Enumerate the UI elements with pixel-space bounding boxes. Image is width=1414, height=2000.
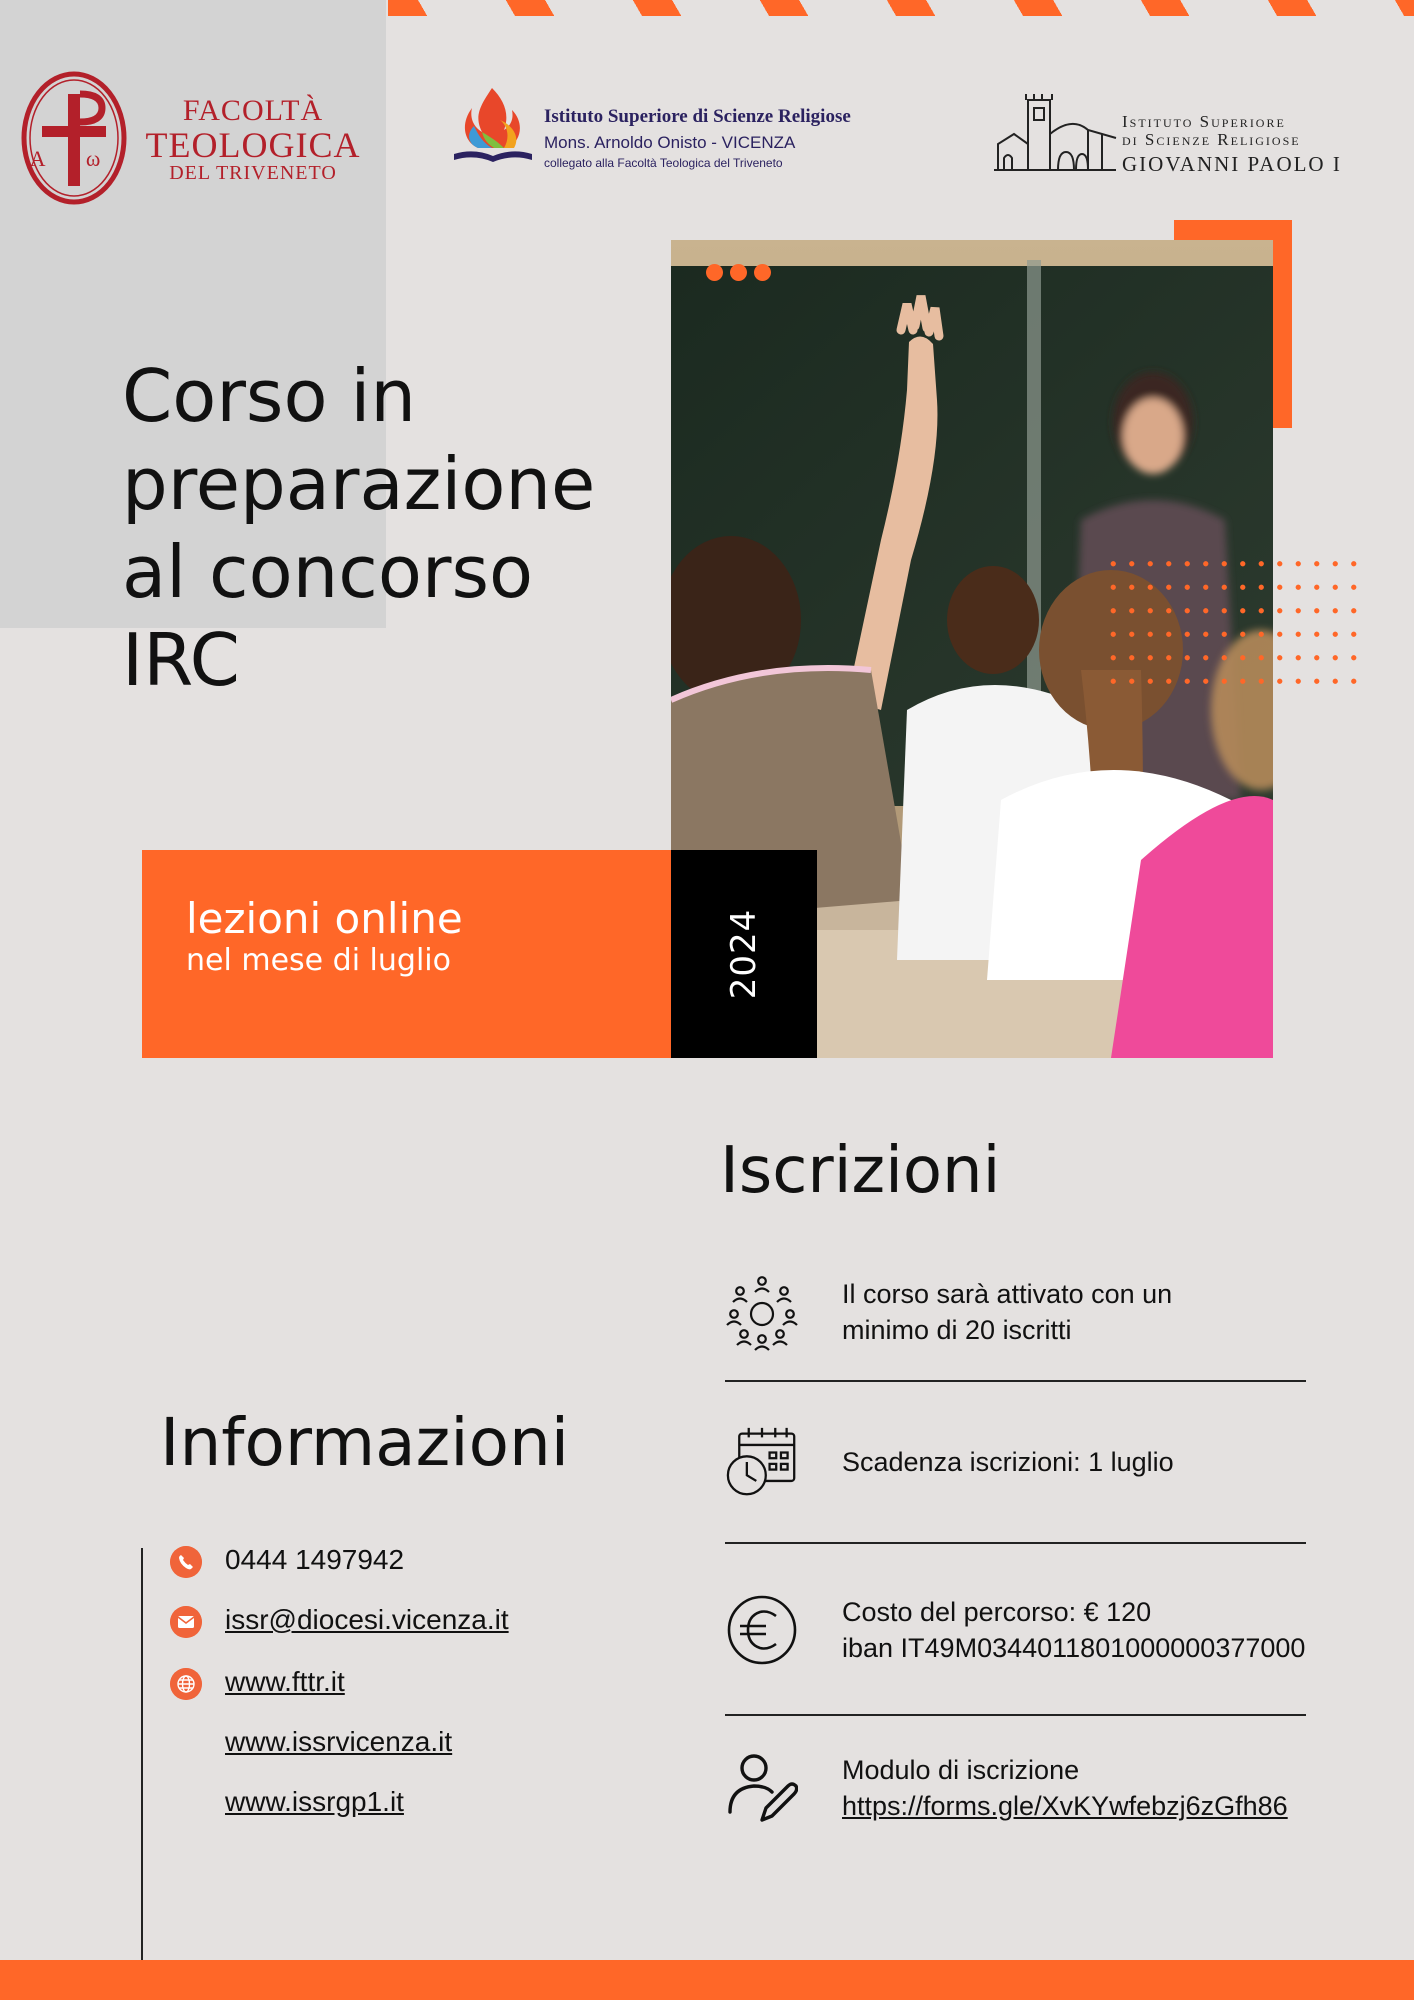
iscr-row-minimum bbox=[842, 1276, 1172, 1348]
row-divider bbox=[725, 1380, 1306, 1382]
town-skyline-logo-icon bbox=[992, 94, 1118, 176]
email-link[interactable]: issr@diocesi.vicenza.it bbox=[225, 1604, 509, 1635]
dot-grid-decoration bbox=[1104, 552, 1362, 696]
phone-icon bbox=[170, 1546, 202, 1578]
issr-vicenza-name: Istituto Superiore di Scienze Religiose bbox=[544, 106, 851, 127]
calendar-clock-icon bbox=[726, 1424, 798, 1500]
informazioni-heading: Informazioni bbox=[160, 1404, 570, 1481]
iscr-row-deadline bbox=[842, 1444, 1174, 1480]
year-text: 2024 bbox=[724, 908, 764, 1000]
group-icon bbox=[726, 1276, 798, 1352]
iscr-row-form bbox=[842, 1752, 1288, 1824]
fttr-seal-logo bbox=[20, 70, 128, 206]
website-link-fttr[interactable]: www.fttr.it bbox=[225, 1666, 345, 1697]
three-dots-decoration bbox=[706, 264, 778, 286]
info-vertical-line bbox=[141, 1548, 143, 1960]
registration-form-link[interactable]: https://forms.gle/XvKYwfebzj6zGfh86 bbox=[842, 1791, 1288, 1821]
iscr-row-line: minimo di 20 iscritti bbox=[842, 1315, 1072, 1345]
globe-icon bbox=[170, 1668, 202, 1700]
card-subline: nel mese di luglio bbox=[186, 943, 451, 978]
fttr-logo-line3: DEL TRIVENETO bbox=[169, 162, 337, 184]
iscr-row-line: Il corso sarà attivato con un bbox=[842, 1279, 1173, 1309]
row-divider bbox=[725, 1714, 1306, 1716]
iscr-row-cost bbox=[842, 1594, 1305, 1666]
flame-book-logo-icon bbox=[452, 86, 534, 172]
iscrizioni-heading: Iscrizioni bbox=[720, 1134, 1001, 1208]
title-line: preparazione bbox=[122, 442, 596, 526]
card-headline: lezioni online bbox=[186, 894, 463, 943]
gp1-logo-line3: GIOVANNI PAOLO I bbox=[1122, 152, 1342, 176]
gp1-logo-line1: Istituto Superiore bbox=[1122, 112, 1286, 131]
gp1-logo-line2: di Scienze Religiose bbox=[1122, 130, 1301, 149]
euro-icon bbox=[726, 1592, 798, 1668]
website-link-issrgp1[interactable]: www.issrgp1.it bbox=[225, 1786, 404, 1817]
title-line: Corso in bbox=[122, 354, 417, 438]
iscr-row-line: Modulo di iscrizione bbox=[842, 1755, 1080, 1785]
iscr-row-line: Costo del percorso: € 120 bbox=[842, 1597, 1152, 1627]
phone-number[interactable]: 0444 1497942 bbox=[225, 1544, 405, 1575]
mail-icon bbox=[170, 1606, 202, 1638]
website-link-issrvicenza[interactable]: www.issrvicenza.it bbox=[225, 1726, 453, 1757]
user-edit-icon bbox=[726, 1752, 798, 1828]
fttr-logo-line1: FACOLTÀ bbox=[182, 94, 324, 127]
title-line: al concorso bbox=[122, 530, 534, 614]
iban-text: iban IT49M0344011801000000377000 bbox=[842, 1633, 1306, 1663]
page-title bbox=[122, 352, 642, 704]
iscr-row-line: Scadenza iscrizioni: 1 luglio bbox=[842, 1447, 1174, 1477]
bottom-orange-bar bbox=[0, 1960, 1414, 2000]
title-line: IRC bbox=[122, 618, 240, 702]
issr-vicenza-note: collegato alla Facoltà Teologica del Triveneto bbox=[544, 156, 783, 170]
issr-vicenza-subtitle: Mons. Arnoldo Onisto - VICENZA bbox=[544, 133, 796, 152]
top-hazard-stripe bbox=[388, 0, 1414, 16]
fttr-logo-line2: TEOLOGICA bbox=[145, 125, 361, 165]
row-divider bbox=[725, 1542, 1306, 1544]
seal-letters: A ω bbox=[29, 146, 119, 171]
